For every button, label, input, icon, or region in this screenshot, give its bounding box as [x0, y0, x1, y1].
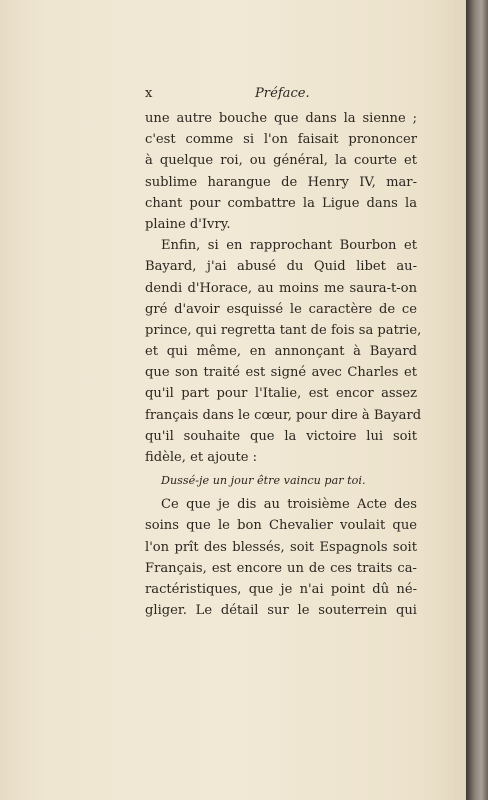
text-line: à quelque roi, ou général, la courte et — [145, 153, 417, 169]
text-line: chant pour combattre la Ligue dans la — [145, 195, 417, 211]
paragraph-2 — [145, 235, 422, 468]
running-title: Préface. — [255, 86, 310, 101]
page-header — [145, 86, 417, 108]
verse-quote: Dussé-je un jour être vaincu par toi. — [161, 474, 366, 488]
paragraph-1 — [145, 108, 417, 235]
page-number: x — [145, 86, 153, 101]
text-line: soins que le bon Chevalier voulait que — [145, 518, 417, 534]
text-line: sublime harangue de Henry IV, mar- — [145, 174, 417, 190]
text-line: Français, est encore un de ces traits ca- — [145, 560, 417, 576]
text-line: qu'il souhaite que la victoire lui soit — [145, 428, 417, 444]
text-line: l'on prît des blessés, soit Espagnols soit — [145, 539, 417, 555]
book-edge — [466, 0, 488, 800]
text-line: Enfin, si en rapprochant Bourbon et — [161, 238, 417, 254]
text-line: prince, qui regretta tant de fois sa patrie, — [145, 322, 422, 338]
page-text — [145, 86, 422, 621]
text-line: Ce que je dis au troisième Acte des — [161, 497, 417, 513]
text-line: fidèle, et ajoute : — [145, 450, 258, 465]
text-line: gliger. Le détail sur le souterrein qui — [145, 603, 417, 619]
text-line: que son traité est signé avec Charles et — [145, 365, 417, 381]
text-line: français dans le cœur, pour dire à Bayard — [145, 407, 422, 423]
text-line: qu'il part pour l'Italie, est encor assez — [145, 386, 417, 402]
text-line: et qui même, en annonçant à Bayard — [145, 344, 417, 360]
text-line: une autre bouche que dans la sienne ; — [145, 111, 417, 126]
text-line: plaine d'Ivry. — [145, 216, 231, 232]
paragraph-3 — [145, 494, 417, 621]
text-line: dendi d'Horace, au moins me saura-t-on — [145, 280, 417, 296]
text-line: Bayard, j'ai abusé du Quid libet au- — [145, 259, 417, 275]
text-line: ractéristiques, que je n'ai point dû né- — [145, 581, 417, 597]
text-line: c'est comme si l'on faisait prononcer — [145, 132, 417, 148]
text-line: gré d'avoir esquissé le caractère de ce — [145, 301, 417, 317]
